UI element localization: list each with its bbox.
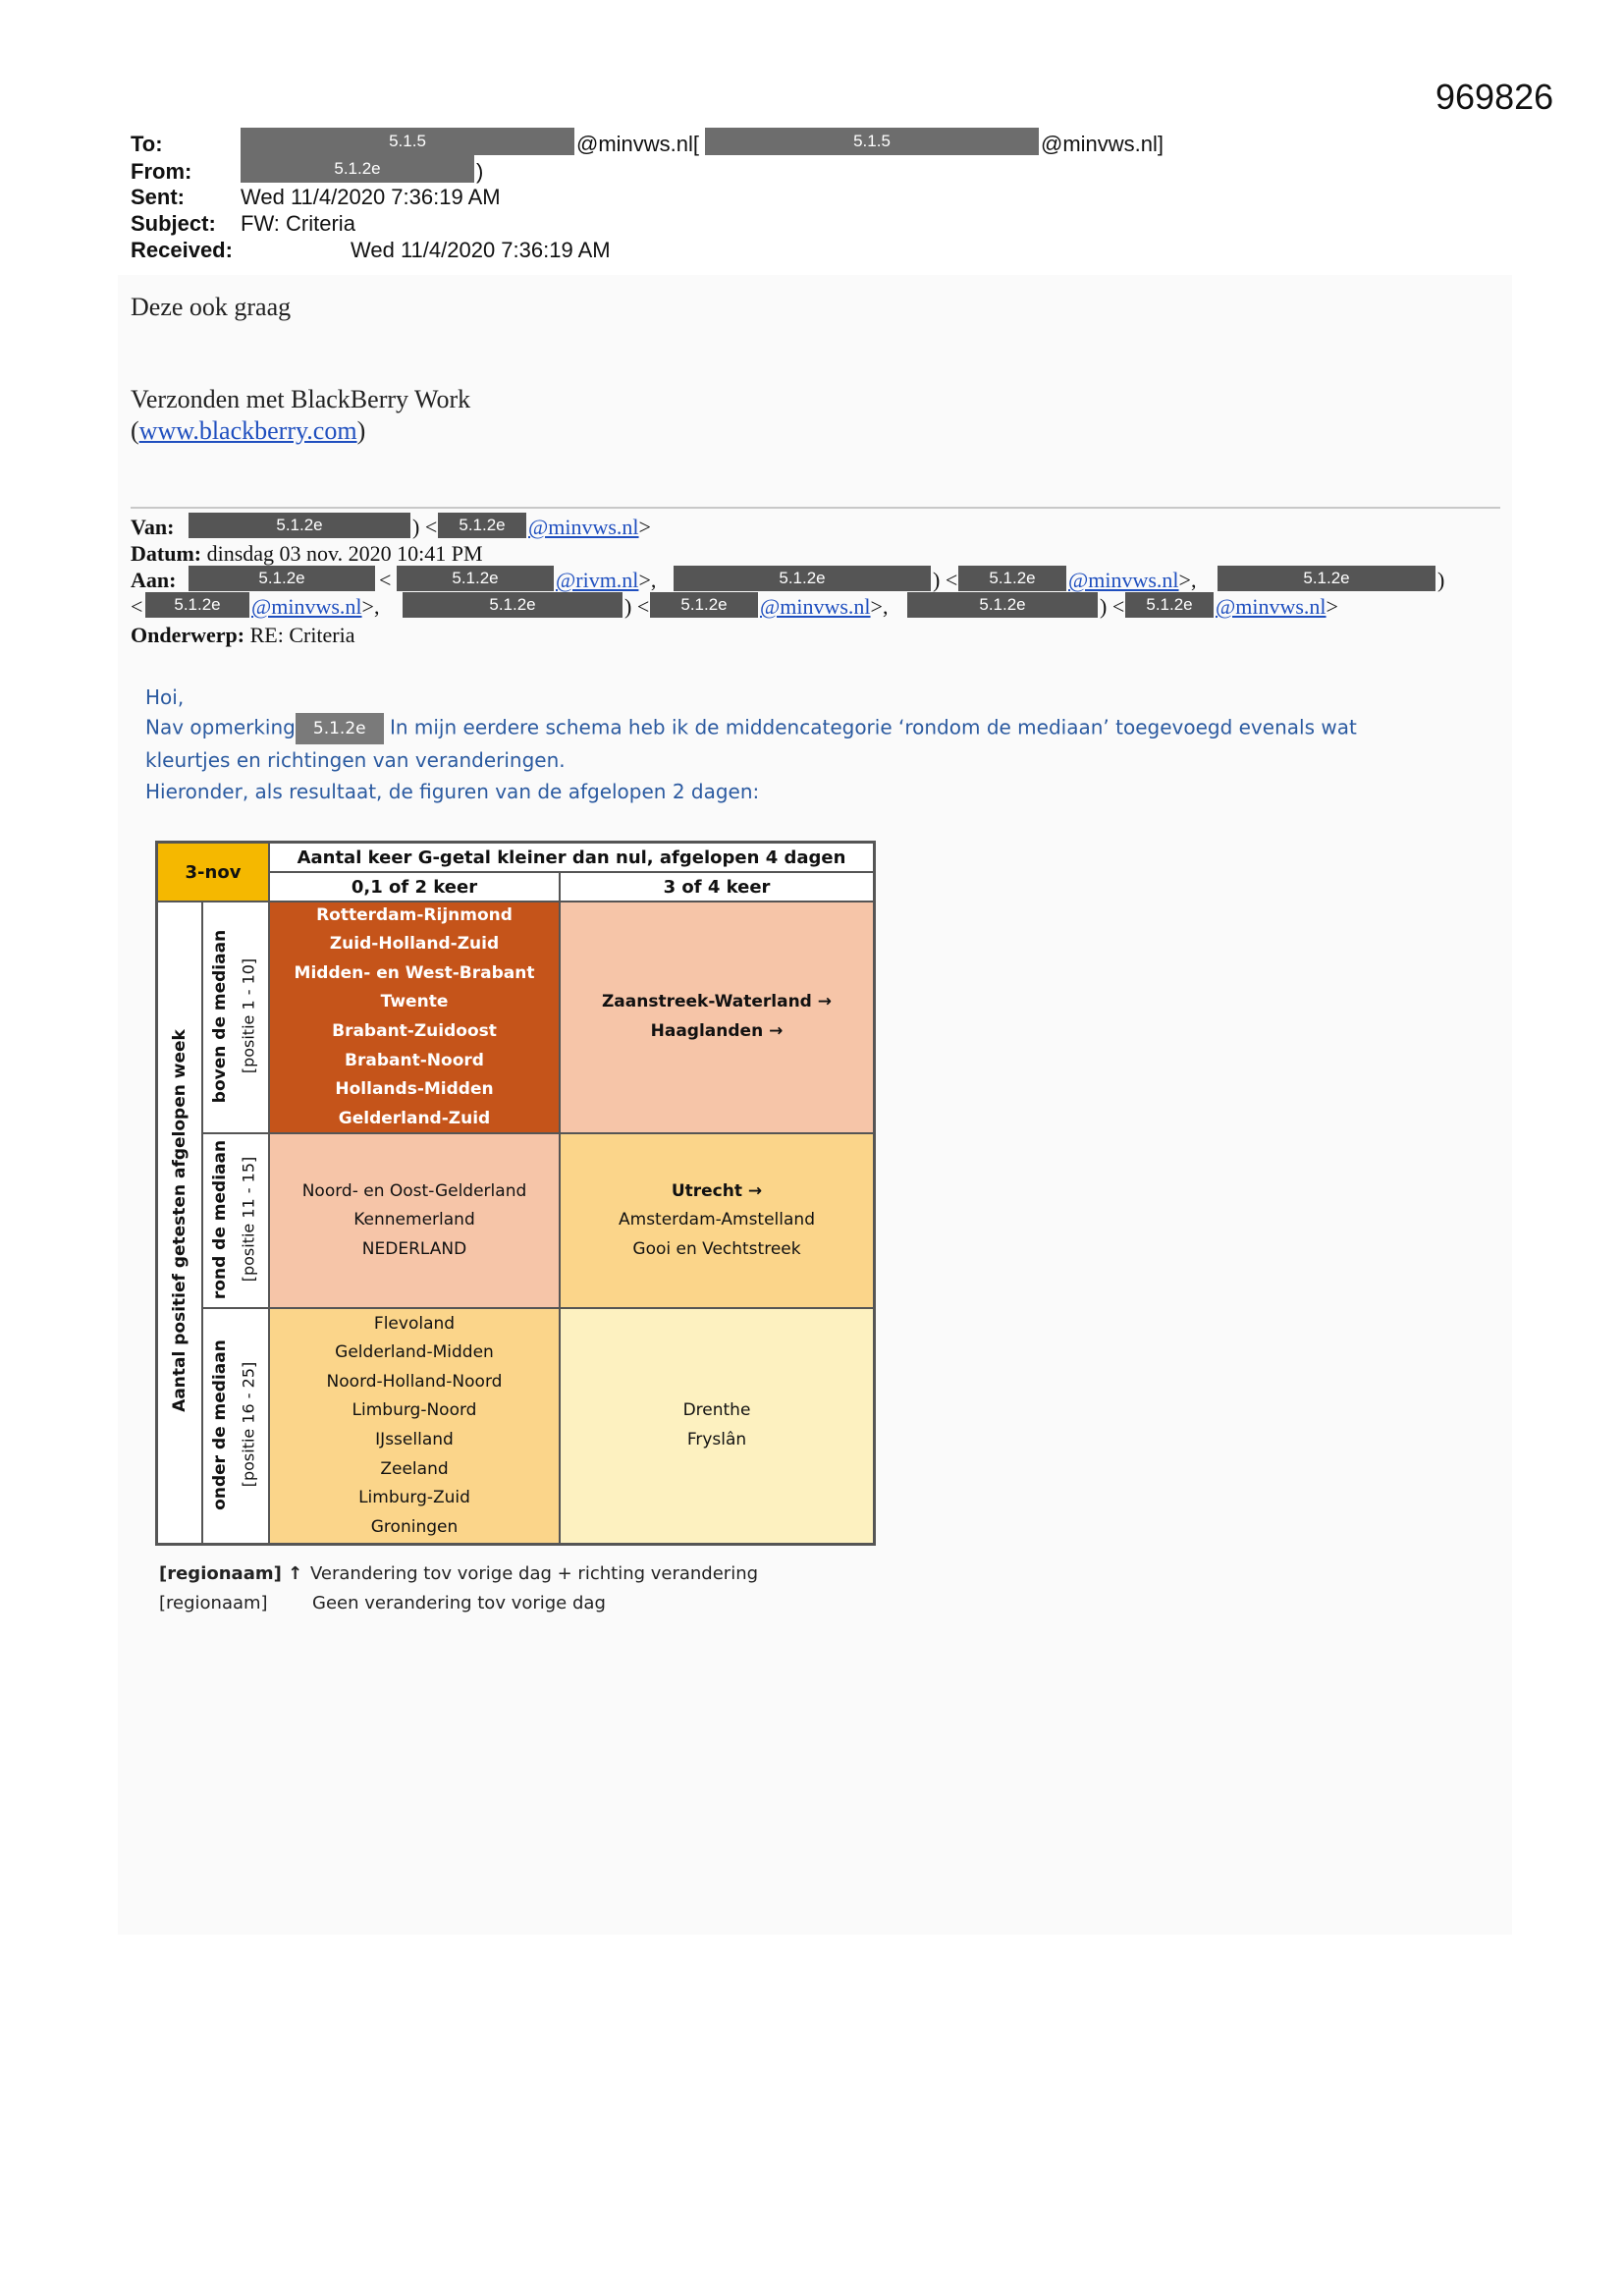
column-header: Aantal keer G-getal kleiner dan nul, afgelopen 4 dagen — [269, 843, 874, 872]
legend-key-2: [regionaam] — [159, 1593, 268, 1613]
van-label: Van: — [131, 515, 175, 539]
region-name: Rotterdam-Rijnmond — [316, 904, 513, 925]
column-2-header: 3 of 4 keer — [560, 872, 874, 902]
redaction-aan-7: 5.1.2e — [403, 592, 623, 618]
received-row — [131, 238, 611, 263]
redaction-message: 5.1.2e — [296, 713, 384, 744]
legend-text-2: Geen verandering tov vorige dag — [312, 1593, 606, 1613]
cell-onder-3-4 — [560, 1308, 874, 1544]
to-domain-1: @minvws.nl[ — [576, 132, 700, 156]
aan-lt-2: < — [131, 594, 143, 619]
received-label: Received: — [131, 238, 233, 262]
aan-sep-2: ) < — [933, 568, 958, 592]
redaction-aan-9: 5.1.2e — [907, 592, 1098, 618]
redaction-aan-1: 5.1.2e — [189, 566, 375, 591]
region-name: Gelderland-Midden — [335, 1342, 494, 1363]
to-row — [131, 132, 163, 157]
aan-minvws-line-1: @minvws.nl>, — [1068, 568, 1197, 592]
region-name: IJsselland — [375, 1430, 454, 1449]
redaction-to-1: 5.1.5 — [241, 128, 574, 155]
column-1-header: 0,1 of 2 keer — [269, 872, 560, 902]
region-name: Limburg-Noord — [352, 1400, 477, 1421]
region-name: Brabant-Noord — [345, 1050, 484, 1070]
region-name: Gelderland-Zuid — [338, 1108, 491, 1128]
redaction-from: 5.1.2e — [241, 155, 474, 183]
region-name: Flevoland — [373, 1313, 456, 1334]
region-name: Haaglanden → — [650, 1021, 784, 1041]
message-line-2: Nav opmerking 5.1.2e In mijn eerdere schema heb ik de middencategorie ‘rondom de mediaan’ toegevoegd evenals wat — [145, 713, 1357, 744]
document-number: 969826 — [1435, 77, 1554, 117]
row-1-label: boven de mediaan — [210, 929, 230, 1104]
redaction-van-2: 5.1.2e — [438, 513, 526, 538]
region-name: Zuid-Holland-Zuid — [329, 934, 500, 955]
forward-divider — [131, 507, 1500, 509]
blackberry-link[interactable]: www.blackberry.com — [138, 416, 357, 445]
redaction-aan-4: 5.1.2e — [958, 566, 1066, 591]
region-name: Fryslân — [686, 1430, 747, 1449]
aan-label: Aan: — [131, 568, 177, 592]
subject-row — [131, 211, 355, 237]
aan-minvws-line-4: @minvws.nl> — [1216, 594, 1338, 619]
redaction-aan-8: 5.1.2e — [650, 592, 758, 618]
subject-value: FW: Criteria — [241, 211, 355, 236]
row-2-position: [positie 11 - 15] — [239, 1156, 258, 1283]
row-axis-label: Aantal positief getesten afgelopen week — [170, 1029, 189, 1412]
region-name: Amsterdam-Amstelland — [619, 1210, 815, 1230]
aan-sep-4: ) < — [1100, 594, 1125, 619]
message-greeting: Hoi, — [145, 685, 185, 709]
datum-row: Datum: dinsdag 03 nov. 2020 10:41 PM — [131, 541, 483, 566]
sent-label: Sent: — [131, 185, 185, 209]
sent-value: Wed 11/4/2020 7:36:19 AM — [241, 185, 501, 209]
region-name: Hollands-Midden — [335, 1079, 494, 1100]
aan-minvws-line-2: @minvws.nl>, — [251, 594, 380, 619]
blackberry-link-line: (www.blackberry.com) — [131, 416, 366, 445]
aan-paren: ) — [1437, 568, 1445, 592]
aan-sep-3: ) < — [624, 594, 650, 619]
cell-boven-0-2 — [269, 902, 560, 1133]
region-name: Gooi en Vechtstreek — [632, 1238, 801, 1259]
aan-rivm-line: @rivm.nl>, — [556, 568, 657, 592]
region-name: Zaanstreek-Waterland → — [601, 992, 833, 1012]
van-mail[interactable]: @minvws.nl — [528, 515, 639, 539]
legend-text-1: Verandering tov vorige dag + richting verandering — [310, 1563, 759, 1584]
row-3-position: [positie 16 - 25] — [239, 1361, 258, 1488]
region-name: Noord- en Oost-Gelderland — [301, 1180, 527, 1201]
cell-onder-0-2 — [269, 1308, 560, 1544]
region-name: NEDERLAND — [361, 1238, 467, 1259]
subject-label: Subject: — [131, 211, 216, 236]
redaction-aan-6: 5.1.2e — [145, 592, 249, 618]
date-cell: 3-nov — [157, 843, 269, 902]
cell-line: Utrecht → — [671, 1180, 763, 1201]
redaction-aan-10: 5.1.2e — [1125, 592, 1214, 618]
region-name: Zeeland — [380, 1458, 449, 1479]
message-line-3: kleurtjes en richtingen van veranderingen. — [145, 748, 566, 772]
to-domain-2: @minvws.nl] — [1041, 132, 1164, 156]
redaction-van-1: 5.1.2e — [189, 513, 410, 538]
row-2-label: rond de mediaan — [210, 1139, 230, 1300]
received-value: Wed 11/4/2020 7:36:19 AM — [351, 238, 611, 262]
aan-lt-1: < — [379, 568, 392, 592]
region-name: Noord-Holland-Noord — [326, 1371, 503, 1392]
from-label: From: — [131, 159, 192, 184]
aan-minvws-mail-1[interactable]: @minvws.nl — [1068, 568, 1179, 592]
row-3-label: onder de mediaan — [210, 1339, 230, 1510]
message-line-4: Hieronder, als resultaat, de figuren van de afgelopen 2 dagen: — [145, 780, 760, 803]
to-label: To: — [131, 132, 163, 156]
redaction-to-2: 5.1.5 — [705, 128, 1039, 155]
region-name: Drenthe — [682, 1400, 751, 1421]
sent-row — [131, 185, 501, 210]
cell-boven-3-4 — [560, 902, 874, 1133]
region-name: Limburg-Zuid — [358, 1488, 470, 1508]
van-sep: ) < — [412, 515, 438, 539]
sent-with-line: Verzonden met BlackBerry Work — [131, 385, 471, 413]
redaction-aan-5: 5.1.2e — [1218, 566, 1435, 591]
redaction-aan-2: 5.1.2e — [397, 566, 554, 591]
region-name: Twente — [380, 992, 449, 1012]
aan-minvws-mail-4[interactable]: @minvws.nl — [1216, 594, 1326, 619]
region-name: Midden- en West-Brabant — [294, 962, 535, 983]
onderwerp-row: Onderwerp: RE: Criteria — [131, 623, 355, 647]
aan-minvws-mail-2[interactable]: @minvws.nl — [251, 594, 362, 619]
cell-rond-3-4 — [560, 1133, 874, 1308]
region-name: Kennemerland — [353, 1210, 475, 1230]
body-line-1: Deze ook graag — [131, 293, 292, 321]
van-mail-line: @minvws.nl> — [528, 515, 651, 539]
row-1-position: [positie 1 - 10] — [239, 957, 258, 1074]
from-row — [131, 159, 191, 185]
region-name: Brabant-Zuidoost — [332, 1021, 497, 1041]
region-name: Groningen — [370, 1516, 459, 1537]
legend-key-1: [regionaam] ↑ — [159, 1563, 303, 1584]
from-close: ) — [476, 159, 484, 184]
region-matrix-figure — [155, 841, 876, 1546]
aan-minvws-mail-3[interactable]: @minvws.nl — [760, 594, 871, 619]
aan-minvws-line-3: @minvws.nl>, — [760, 594, 889, 619]
cell-rond-0-2 — [269, 1133, 560, 1308]
aan-rivm-mail[interactable]: @rivm.nl — [556, 568, 639, 592]
redaction-aan-3: 5.1.2e — [674, 566, 931, 591]
